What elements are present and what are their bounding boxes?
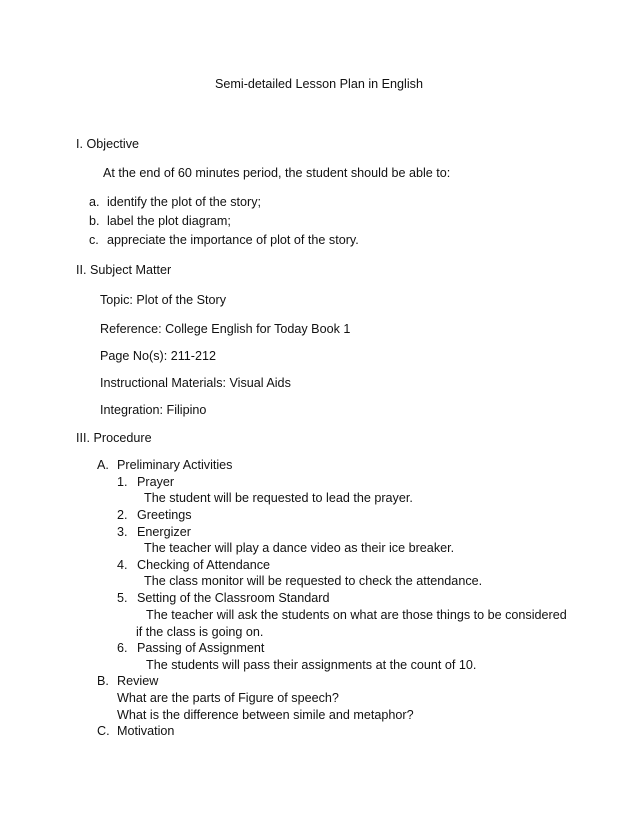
- list-item-text: Motivation: [117, 724, 175, 738]
- step-4-title: [117, 558, 270, 573]
- objective-item-b: [89, 214, 231, 229]
- step-3-desc: The teacher will play a dance video as their ice breaker.: [144, 541, 455, 555]
- pages-line: Page No(s): 211-212: [100, 349, 216, 363]
- step-6-title: [117, 641, 264, 656]
- list-marker: B.: [97, 674, 109, 688]
- materials-line: Instructional Materials: Visual Aids: [100, 376, 291, 390]
- list-marker: C.: [97, 724, 110, 738]
- procedure-item-a: [97, 458, 232, 473]
- step-6-desc: The students will pass their assignments at the count of 10.: [146, 658, 477, 672]
- review-question-1: What are the parts of Figure of speech?: [117, 691, 339, 705]
- procedure-item-c: [97, 724, 174, 739]
- objective-item-a: [89, 195, 261, 210]
- step-5-desc-cont: if the class is going on.: [136, 625, 264, 639]
- step-5-title: [117, 591, 330, 606]
- review-question-2: What is the difference between simile and metaphor?: [117, 708, 414, 722]
- list-item-text: appreciate the importance of plot of the story.: [107, 233, 359, 247]
- step-5-desc: The teacher will ask the students on what are those things to be considered: [146, 608, 567, 622]
- list-marker: 3.: [117, 525, 128, 539]
- step-2-title: [117, 508, 192, 523]
- list-item-text: identify the plot of the story;: [107, 195, 262, 209]
- list-item-text: Greetings: [137, 508, 192, 522]
- step-3-title: [117, 525, 191, 540]
- list-marker: 6.: [117, 641, 128, 655]
- list-item-text: label the plot diagram;: [107, 214, 231, 228]
- list-item-text: Review: [117, 674, 159, 688]
- objective-item-c: [89, 233, 359, 248]
- step-1-title: [117, 475, 174, 490]
- list-marker: 1.: [117, 475, 128, 489]
- list-item-text: Energizer: [137, 525, 191, 539]
- topic-line: Topic: Plot of the Story: [100, 293, 226, 307]
- list-marker: A.: [97, 458, 109, 472]
- list-item-text: Checking of Attendance: [137, 558, 271, 572]
- list-item-text: Prayer: [137, 475, 175, 489]
- procedure-heading: III. Procedure: [76, 431, 152, 445]
- list-marker: 2.: [117, 508, 128, 522]
- list-item-text: Setting of the Classroom Standard: [137, 591, 330, 605]
- list-marker: c.: [89, 233, 99, 247]
- reference-line: Reference: College English for Today Book 1: [100, 322, 351, 336]
- list-marker: b.: [89, 214, 100, 228]
- page-title: Semi-detailed Lesson Plan in English: [215, 77, 423, 91]
- objective-heading: I. Objective: [76, 137, 139, 151]
- list-item-text: Passing of Assignment: [137, 641, 265, 655]
- objective-intro: At the end of 60 minutes period, the student should be able to:: [103, 166, 451, 180]
- list-item-text: Preliminary Activities: [117, 458, 233, 472]
- list-marker: 5.: [117, 591, 128, 605]
- list-marker: 4.: [117, 558, 128, 572]
- procedure-item-b: [97, 674, 158, 689]
- step-1-desc: The student will be requested to lead the prayer.: [144, 491, 413, 505]
- step-4-desc: The class monitor will be requested to check the attendance.: [144, 574, 483, 588]
- integration-line: Integration: Filipino: [100, 403, 207, 417]
- list-marker: a.: [89, 195, 100, 209]
- subject-matter-heading: II. Subject Matter: [76, 263, 172, 277]
